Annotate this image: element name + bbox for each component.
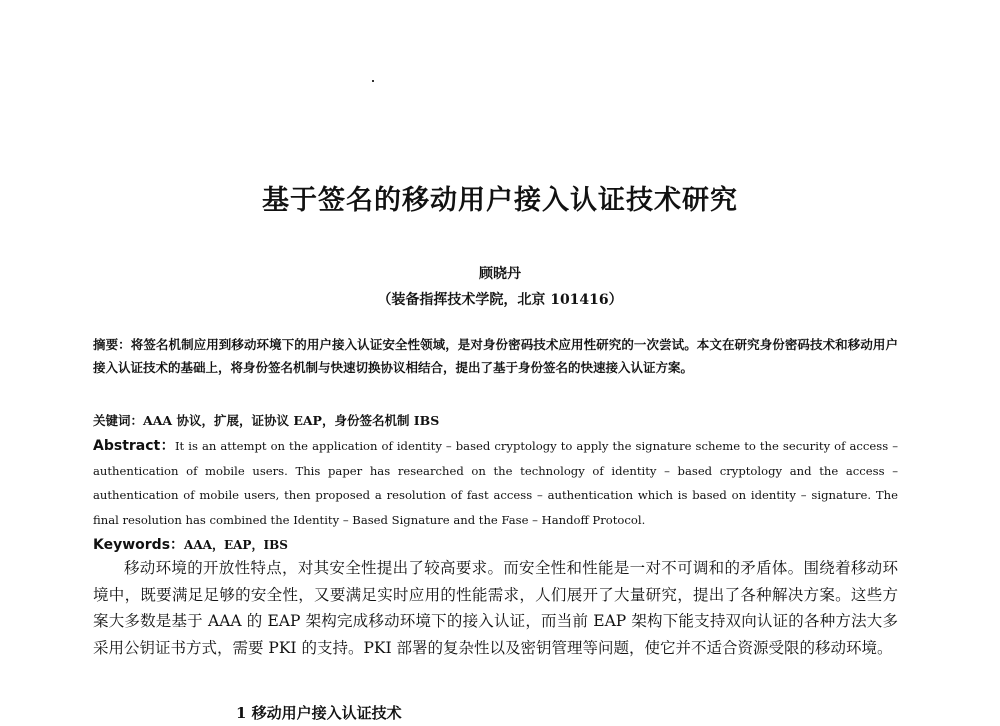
abstract-chinese	[93, 333, 898, 379]
abstract-english-text: It is an attempt on the application of identity – based cryptology to apply the signature scheme to the security of access – authentication of mobile users. This paper has researched on the technology of identity – based cryptology and the access – authentication of mobile users, then proposed a resolution of fast access – authentication which is based on identity – signature. The final resolution has combined the Identity – Based Signature and the Fase – Handoff Protocol.	[93, 439, 898, 527]
keywords-english-text: AAA，EAP，IBS	[184, 538, 288, 552]
keywords-chinese	[93, 410, 898, 432]
author-name: 顾晓丹	[479, 266, 521, 282]
paper-title: 基于签名的移动用户接入认证技术研究	[262, 185, 738, 216]
stray-dot	[372, 80, 374, 82]
abstract-chinese-label: 摘要：	[93, 337, 131, 352]
abstract-english-label: Abstract：	[93, 438, 175, 454]
keywords-english	[93, 534, 898, 556]
keywords-english-label: Keywords：	[93, 537, 185, 553]
section-heading-partial: 1 移动用户接入认证技术	[236, 704, 402, 722]
abstract-english	[93, 434, 898, 532]
body-paragraph: 移动环境的开放性特点，对其安全性提出了较高要求。而安全性和性能是一对不可调和的矛盾体。围绕着移动环境中，既要满足足够的安全性，又要满足实时应用的性能需求，人们展开了大量研究，提出了各种解决方案。这些方案大多数是基于 AAA 的 EAP 架构完成移动环境下的接入认证，而当前 EAP 架构下能支持双向认证的各种方法大多采用公钥证书方式，需要 PKI 的支持。PKI 部署的复杂性以及密钥管理等问题，使它并不适合资源受限的移动环境。	[93, 559, 898, 657]
abstract-chinese-text: 将签名机制应用到移动环境下的用户接入认证安全性领域，是对身份密码技术应用性研究的一次尝试。本文在研究身份密码技术和移动用户接入认证技术的基础上，将身份签名机制与快速切换协议相结合，提出了基于身份签名的快速接入认证方案。	[93, 337, 898, 375]
author-affiliation: （装备指挥技术学院，北京 101416）	[377, 292, 623, 308]
keywords-chinese-text: AAA 协议，扩展，证协议 EAP，身份签名机制 IBS	[143, 413, 440, 428]
keywords-chinese-label: 关键词：	[93, 413, 144, 428]
body-section	[93, 555, 898, 661]
